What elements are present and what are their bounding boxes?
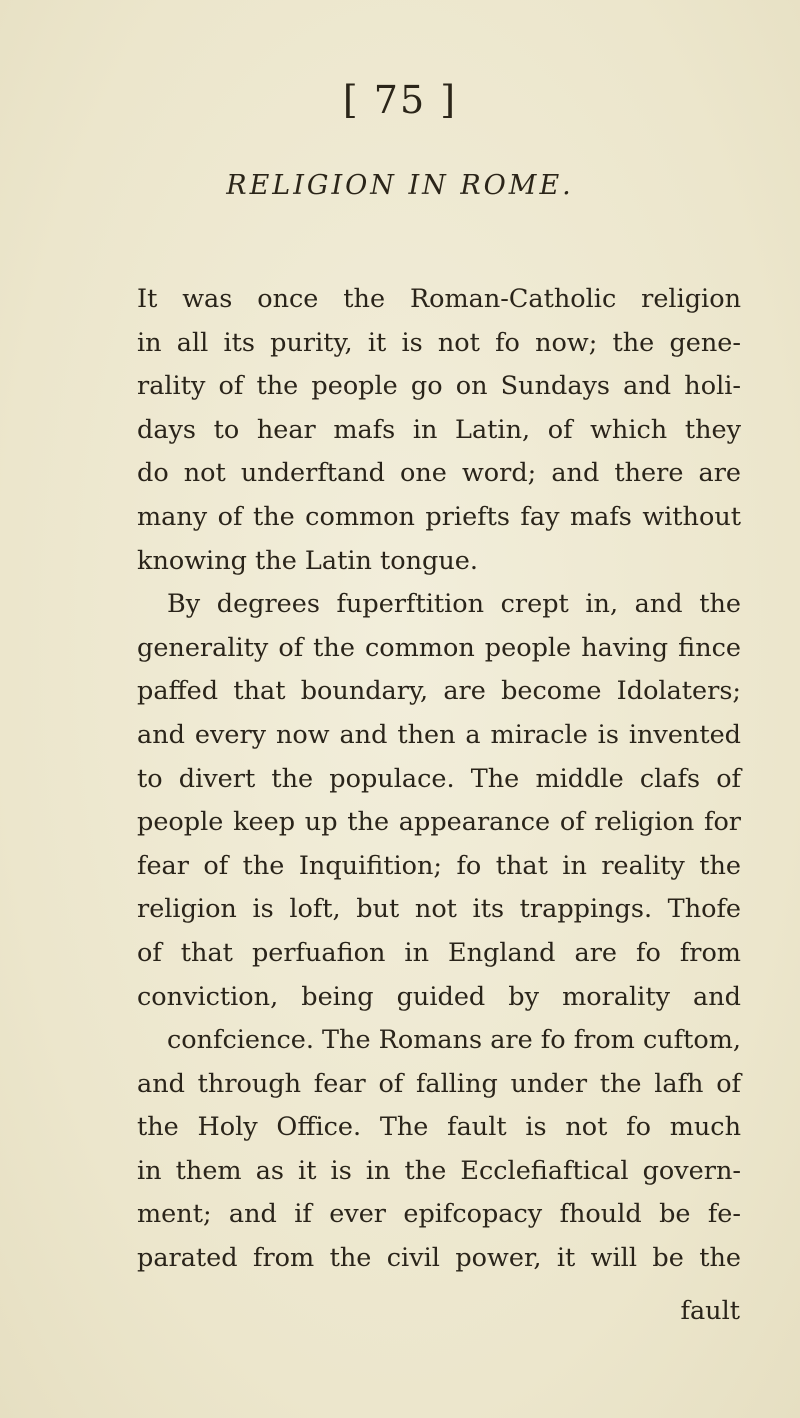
text-line: parated from the civil power, it will be the <box>137 1243 741 1274</box>
text-line: conviction, being guided by morality and <box>137 981 741 1012</box>
text-line: generality of the common people having fince <box>137 632 741 663</box>
body-text <box>137 278 741 1281</box>
text-line: fear of the Inquifition; fo that in reality the <box>137 850 741 881</box>
text-line: to divert the populace. The middle clafs of <box>137 763 741 794</box>
text-line: in all its purity, it is not fo now; the gene- <box>137 327 741 358</box>
text-line: rality of the people go on Sundays and holi- <box>137 371 741 402</box>
text-line: religion is loft, but not its trappings. Thofe <box>137 894 741 925</box>
text-line: of that perfuafion in England are fo from <box>137 937 741 968</box>
text-line: knowing the Latin tongue. <box>137 545 478 576</box>
text-line: in them as it is in the Ecclefiaftical govern- <box>137 1155 741 1186</box>
text-line: It was once the Roman-Catholic religion <box>137 284 741 314</box>
text-line: people keep up the appearance of religion for <box>137 807 741 838</box>
text-line: paffed that boundary, are become Idolaters; <box>137 676 741 707</box>
text-line: and through fear of falling under the lafh of <box>137 1068 741 1099</box>
text-line: many of the common priefts fay mafs without <box>137 501 741 532</box>
text-line: days to hear mafs in Latin, of which they <box>137 414 741 445</box>
text-line: ment; and if ever epifcopacy fhould be fe- <box>137 1199 741 1230</box>
text-line: By degrees fuperftition crept in, and the <box>167 589 741 620</box>
catchword: fault <box>680 1296 740 1326</box>
chapter-title: RELIGION IN ROME. <box>226 170 574 201</box>
page-number: [ 75 ] <box>342 78 458 122</box>
text-line: the Holy Office. The fault is not fo much <box>137 1112 741 1143</box>
text-line: do not underftand one word; and there are <box>137 458 741 489</box>
text-line: and every now and then a miracle is invented <box>137 719 741 750</box>
text-line: confcience. The Romans are fo from cuftom, <box>167 1025 741 1056</box>
